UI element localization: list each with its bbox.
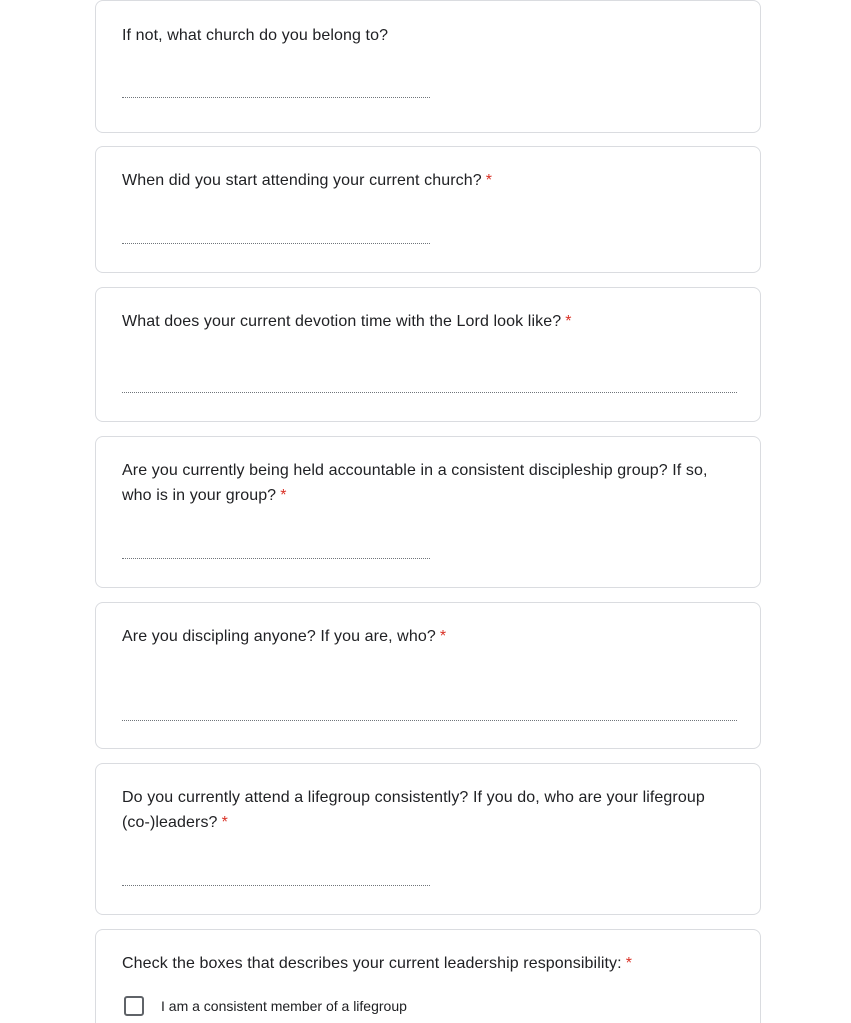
question-text: Are you currently being held accountable in a consistent discipleship group? If so, who is in your group? bbox=[122, 462, 708, 504]
question-card-discipleship-group bbox=[95, 436, 761, 588]
short-answer-input[interactable] bbox=[122, 243, 430, 244]
question-title bbox=[122, 951, 730, 976]
question-text: What does your current devotion time with the Lord look like? bbox=[122, 313, 562, 330]
required-asterisk: * bbox=[485, 172, 493, 189]
short-answer-input[interactable] bbox=[122, 885, 430, 886]
required-asterisk: * bbox=[280, 487, 287, 504]
question-card-discipling bbox=[95, 602, 761, 749]
question-card-lifegroup bbox=[95, 763, 761, 915]
question-card-church bbox=[95, 0, 761, 133]
checkbox[interactable] bbox=[124, 996, 144, 1016]
required-asterisk: * bbox=[565, 313, 572, 330]
required-asterisk: * bbox=[221, 814, 228, 831]
question-text: Do you currently attend a lifegroup consistently? If you do, who are your lifegroup (co-)leaders? bbox=[122, 789, 705, 831]
checkbox-label: I am a consistent member of a lifegroup bbox=[161, 998, 407, 1014]
question-title bbox=[122, 23, 730, 48]
required-asterisk: * bbox=[439, 628, 447, 645]
question-title bbox=[122, 458, 730, 508]
question-title bbox=[122, 624, 730, 649]
question-card-start-date bbox=[95, 146, 761, 273]
short-answer-input[interactable] bbox=[122, 558, 430, 559]
question-text: Are you discipling anyone? If you are, who? bbox=[122, 628, 436, 645]
question-text: When did you start attending your current church? bbox=[122, 172, 482, 189]
paragraph-answer-input[interactable] bbox=[122, 392, 737, 393]
question-title bbox=[122, 309, 730, 334]
question-card-devotion bbox=[95, 287, 761, 422]
question-card-leadership bbox=[95, 929, 761, 1023]
short-answer-input[interactable] bbox=[122, 97, 430, 98]
paragraph-answer-input[interactable] bbox=[122, 720, 737, 721]
question-title bbox=[122, 785, 730, 835]
question-text: If not, what church do you belong to? bbox=[122, 27, 389, 44]
question-title bbox=[122, 168, 730, 193]
question-text: Check the boxes that describes your current leadership responsibility: bbox=[122, 955, 622, 972]
required-asterisk: * bbox=[625, 955, 633, 972]
checkbox-option[interactable] bbox=[124, 996, 407, 1016]
